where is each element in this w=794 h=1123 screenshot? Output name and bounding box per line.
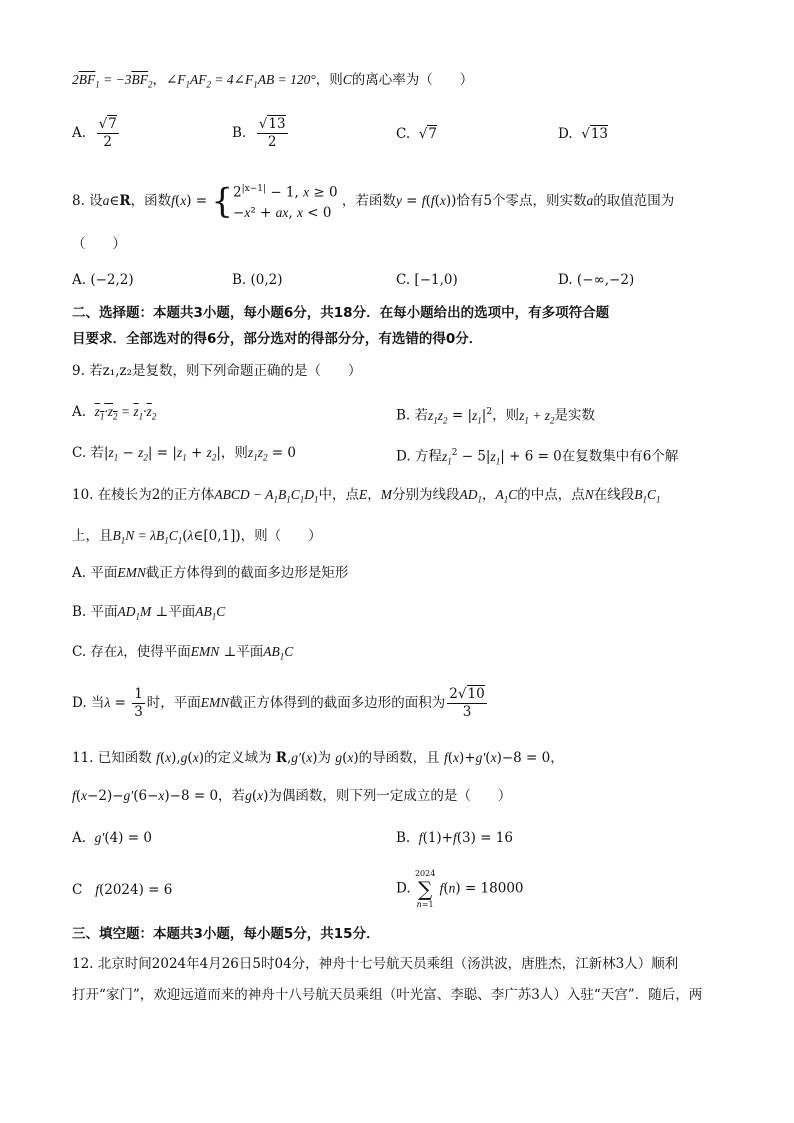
q10-option-b[interactable]: B. 平面$AD_1M$ ⊥平面$AB_1C$ [72, 604, 226, 622]
q8-option-c[interactable]: C. [−1,0) [396, 272, 458, 288]
q7-option-b[interactable]: B. $\frac{√13}{2}$ [232, 116, 286, 150]
q8-option-d[interactable]: D. (−∞,−2) [558, 272, 635, 288]
q9-option-c[interactable]: C. 若$|z_1 - z_2| = |z_1 + z_2|$，则$z_1z_2 = 0$ [72, 445, 296, 463]
q8-option-a[interactable]: A. (−2,2) [72, 272, 134, 288]
q11-option-c[interactable]: C f(2024) = 6 [72, 882, 173, 898]
q11-option-d[interactable]: D. 2024 ∑ n=1 f(n) = 18000 [396, 869, 524, 909]
q12-line1: 12. 北京时间2024年4月26日5时04分，神舟十七号航天员乘组（汤洪波，唐胜杰，江新林3人）顺利 [72, 956, 679, 972]
section2-heading-line1: 二、选择题：本题共3小题，每小题6分，共18分．在每小题给出的选项中，有多项符合题 [72, 305, 610, 321]
q7-condition: $2\overline{BF}_1 = -3\overline{BF}_2$，$\angle F_1AF_2$ = $4\angle F_1AB = 120^\circ$，则C的离心率为（ ） [72, 72, 474, 90]
q11-option-b[interactable]: B. f(1)+f(3) = 16 [396, 830, 513, 846]
q10-stem-line2: 上，且$B_1N$ = $\lambda B_1C_1(\lambda\in[0,1])$，则（ ） [72, 528, 322, 546]
q12-line2: 打开“家门”，欢迎远道而来的神舟十八号航天员乘组（叶光富、李聪、李广苏3人）入驻“天宫”．随后，两 [72, 987, 703, 1003]
q9-option-a[interactable]: A. $z_1\cdot z_2 = \overline{z}_1\cdot\overline{z}_2$ [72, 404, 157, 422]
q10-option-d[interactable]: D. 当λ = $\frac{1}{3}$ 时，平面EMN截正方体得到的截面多边形的面积为 $\frac{2√10}{3}$ [72, 686, 485, 720]
q8-stem: 8. 设a∈R，函数f(x) = { $2^{|x-1|} - 1$, x ≥ 0 −x² + ax, x < 0 ，若函数y = f(f(x))恰有5个零点，则实数a的取值范围为 [72, 181, 675, 222]
q7-option-a[interactable]: A. $\frac{√7}{2}$ [72, 116, 117, 150]
q9-stem: 9. 若z₁,z₂是复数，则下列命题正确的是（ ） [72, 363, 362, 379]
q8-option-b[interactable]: B. (0,2) [232, 272, 283, 288]
q10-option-a[interactable]: A. 平面EMN截正方体得到的截面多边形是矩形 [72, 565, 349, 581]
section3-heading: 三、填空题：本题共3小题，每小题5分，共15分． [72, 926, 380, 942]
section2-heading-line2: 目要求．全部选对的得6分，部分选对的得部分分，有选错的得0分． [72, 331, 483, 347]
q11-stem-line1: 11. 已知函数 f(x),g(x)的定义域为 R,g′(x)为 g(x)的导函数，且 f(x)+g′(x)−8 = 0， [72, 750, 564, 766]
q11-option-a[interactable]: A. g′(4) = 0 [72, 830, 152, 846]
q10-option-c[interactable]: C. 存在λ，使得平面EMN ⊥平面$AB_1C$ [72, 644, 294, 662]
q7-option-c[interactable]: C. √7 [396, 126, 437, 142]
q9-option-d[interactable]: D. 方程$z_1^2 - 5|z_1| + 6 = 0$在复数集中有6个解 [396, 448, 679, 467]
q8-paren: （ ） [72, 236, 126, 252]
q9-option-b[interactable]: B. 若$z_1z_2 = |z_1|^2$，则$z_1 + z_2$是实数 [396, 407, 595, 426]
q11-stem-line2: f(x−2)−g′(6−x)−8 = 0，若g(x)为偶函数，则下列一定成立的是（ ） [72, 788, 512, 804]
q10-stem-line1: 10. 在棱长为2的正方体ABCD − $A_1B_1C_1D_1$中，点E，M分别为线段$AD_1$，$A_1C$的中点，点N在线段$B_1C_1$ [72, 487, 661, 505]
q7-option-d[interactable]: D. √13 [558, 126, 609, 142]
